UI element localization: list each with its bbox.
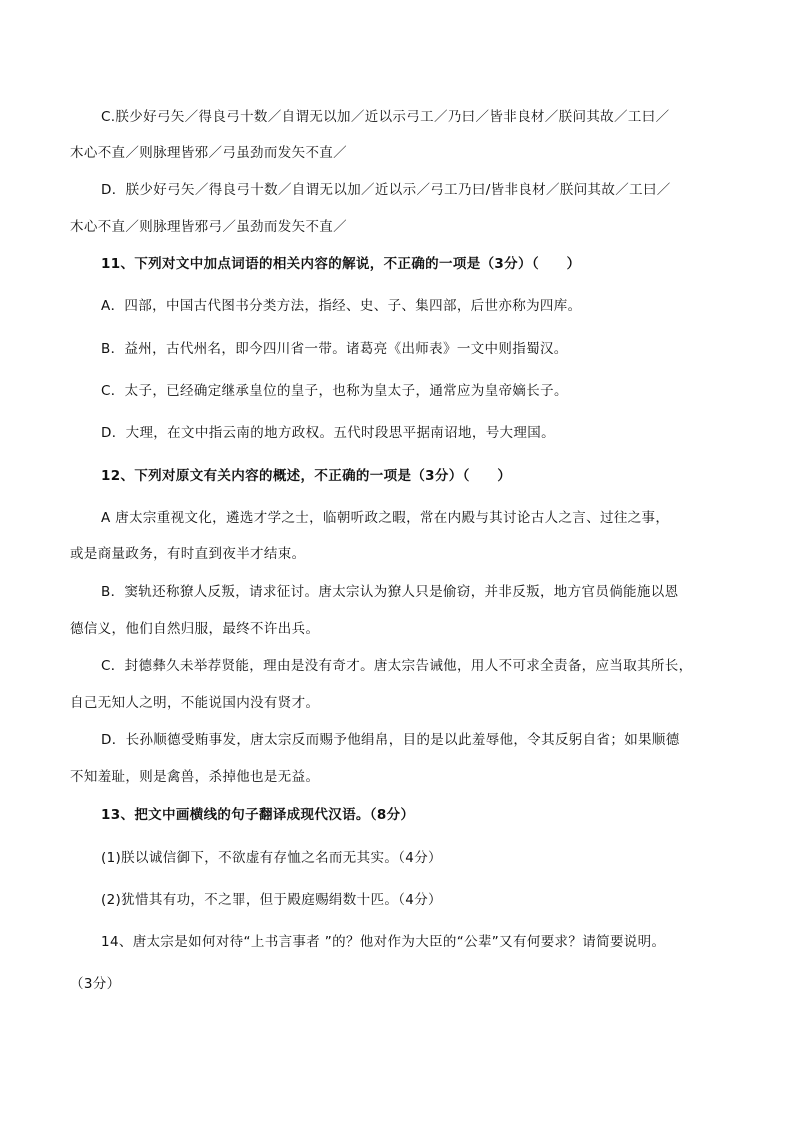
question-12-option-a-line-2: 或是商量政务，有时直到夜半才结束。 [70, 546, 306, 562]
option-c-line-2: 木心不直／则脉理皆邪／弓虽劲而发矢不直／ [70, 145, 347, 161]
question-13-item-1: (1)朕以诚信御下，不欲虚有存恤之名而无其实。（4分） [101, 850, 442, 866]
question-14-line-2: （3分） [70, 976, 121, 992]
question-11-option-b: B．益州，古代州名，即今四川省一带。诸葛亮《出师表》一文中则指蜀汉。 [101, 341, 568, 357]
option-d-line-1: D．朕少好弓矢／得良弓十数／自谓无以加／近以示／弓工乃曰/皆非良材／朕问其故／工曰／ [101, 182, 671, 198]
option-c-line-1: C.朕少好弓矢／得良弓十数／自谓无以加／近以示弓工／乃曰／皆非良材／朕问其故／工曰／ [101, 109, 670, 125]
question-12-option-d-line-2: 不知羞耻，则是禽兽，杀掉他也是无益。 [70, 769, 320, 785]
question-11-option-d: D．大理，在文中指云南的地方政权。五代时段思平据南诏地，号大理国。 [101, 425, 555, 441]
question-12-option-b-line-2: 德信义，他们自然归服，最终不许出兵。 [70, 621, 320, 637]
question-12-option-c-line-1: C．封德彝久未举荐贤能，理由是没有奇才。唐太宗告诫他，用人不可求全责备，应当取其所长， [101, 658, 693, 674]
question-14-line-1: 14、唐太宗是如何对待“上书言事者 ”的？他对作为大臣的“公辈”又有何要求？请简要说明。 [101, 934, 666, 950]
question-11-title: 11、下列对文中加点词语的相关内容的解说，不正确的一项是（3分）（ ） [101, 256, 581, 272]
question-12-option-a-line-1: A 唐太宗重视文化，遴选才学之士，临朝听政之暇，常在内殿与其讨论古人之言、过往之事， [101, 510, 670, 526]
question-11-option-a: A．四部，中国古代图书分类方法，指经、史、子、集四部，后世亦称为四库。 [101, 298, 582, 314]
question-12-option-b-line-1: B．窦轨还称獠人反叛，请求征讨。唐太宗认为獠人只是偷窃，并非反叛，地方官员倘能施以恩 [101, 584, 679, 600]
option-d-line-2: 木心不直／则脉理皆邪弓／虽劲而发矢不直／ [70, 219, 347, 235]
question-12-option-c-line-2: 自己无知人之明，不能说国内没有贤才。 [70, 695, 320, 711]
question-11-option-c: C．太子，已经确定继承皇位的皇子，也称为皇太子，通常应为皇帝嫡长子。 [101, 383, 568, 399]
question-13-title: 13、把文中画横线的句子翻译成现代汉语。（8分） [101, 807, 415, 823]
question-12-title: 12、下列对原文有关内容的概述，不正确的一项是（3分）（ ） [101, 468, 512, 484]
question-12-option-d-line-1: D．长孙顺德受贿事发，唐太宗反而赐予他绢帛，目的是以此羞辱他，令其反躬自省；如果顺德 [101, 732, 680, 748]
question-13-item-2: (2)犹惜其有功，不之罪，但于殿庭赐绢数十匹。（4分） [101, 892, 442, 908]
